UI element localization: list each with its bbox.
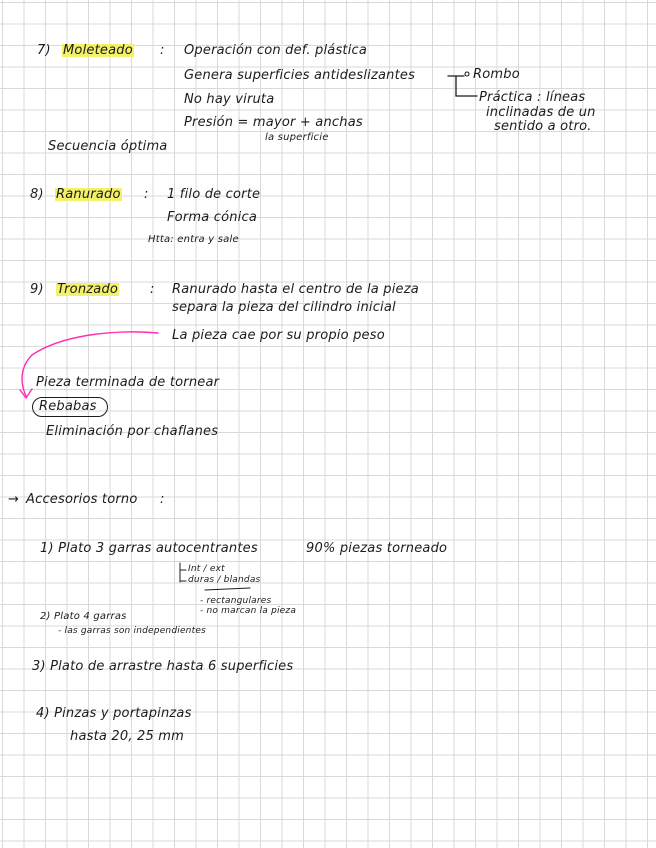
accesorio-item-1-percent: 90% piezas torneado <box>306 541 448 556</box>
moleteado-line-2: Genera superficies antideslizantes <box>184 68 416 83</box>
moleteado-secuencia: Secuencia óptima <box>48 139 168 154</box>
section-8-number: 8) <box>30 187 44 202</box>
section-7-separator: : <box>160 43 165 58</box>
moleteado-presion-sub: la superficie <box>265 132 329 143</box>
moleteado-side-line-1: Práctica : líneas <box>479 90 586 105</box>
section-8-separator: : <box>144 187 149 202</box>
accesorio-item-2: 2) Plato 4 garras <box>40 611 127 622</box>
section-9-number: 9) <box>30 282 44 297</box>
accesorios-arrow: → <box>8 492 20 507</box>
accesorio-item-1-sub-2: duras / blandas <box>188 575 261 585</box>
accesorio-item-2-note-1: - rectangulares <box>200 596 272 606</box>
moleteado-side-line-2: inclinadas de un <box>486 105 596 120</box>
pink-arrow-head <box>20 389 32 398</box>
accesorio-item-3: 3) Plato de arrastre hasta 6 superficies <box>32 659 294 674</box>
section-7-number: 7) <box>37 43 51 58</box>
item1-sub-underline <box>205 588 250 590</box>
moleteado-line-3: No hay viruta <box>184 92 275 107</box>
moleteado-line-1: Operación con def. plástica <box>184 43 368 58</box>
accesorio-item-4-sub: hasta 20, 25 mm <box>70 729 184 744</box>
tronzado-line-2: separa la pieza del cilindro inicial <box>172 300 396 315</box>
rombo-dot <box>465 72 469 76</box>
section-9-title: Tronzado <box>57 282 119 297</box>
accesorios-title: Accesorios torno <box>26 492 138 507</box>
ranurado-line-1: 1 filo de corte <box>167 187 261 202</box>
item1-sub-hooks <box>180 563 186 582</box>
eliminacion-chaflanes: Eliminación por chaflanes <box>46 424 219 439</box>
accesorio-item-1-sub-1: Int / ext <box>188 564 225 574</box>
accesorios-separator: : <box>160 492 165 507</box>
moleteado-side-line-3: sentido a otro. <box>494 119 592 134</box>
ranurado-sub: Htta: entra y sale <box>148 234 239 245</box>
pieza-terminada: Pieza terminada de tornear <box>36 375 220 390</box>
section-8-title: Ranurado <box>56 187 121 202</box>
section-7-title: Moleteado <box>63 43 133 58</box>
tronzado-line-1: Ranurado hasta el centro de la pieza <box>172 282 419 297</box>
tronzado-peso: La pieza cae por su propio peso <box>172 328 385 343</box>
accesorio-item-2-note-2: - no marcan la pieza <box>200 606 297 616</box>
accesorio-item-4: 4) Pinzas y portapinzas <box>36 706 192 721</box>
moleteado-line-4: Presión = mayor + anchas <box>184 115 363 130</box>
accesorio-item-1: 1) Plato 3 garras autocentrantes <box>40 541 258 556</box>
moleteado-side-rombo: Rombo <box>473 67 520 82</box>
section-9-separator: : <box>150 282 155 297</box>
rebabas-circled: Rebabas <box>32 397 108 417</box>
ranurado-line-2: Forma cónica <box>167 210 258 225</box>
accesorio-item-2-sub: - las garras son independientes <box>58 626 206 636</box>
